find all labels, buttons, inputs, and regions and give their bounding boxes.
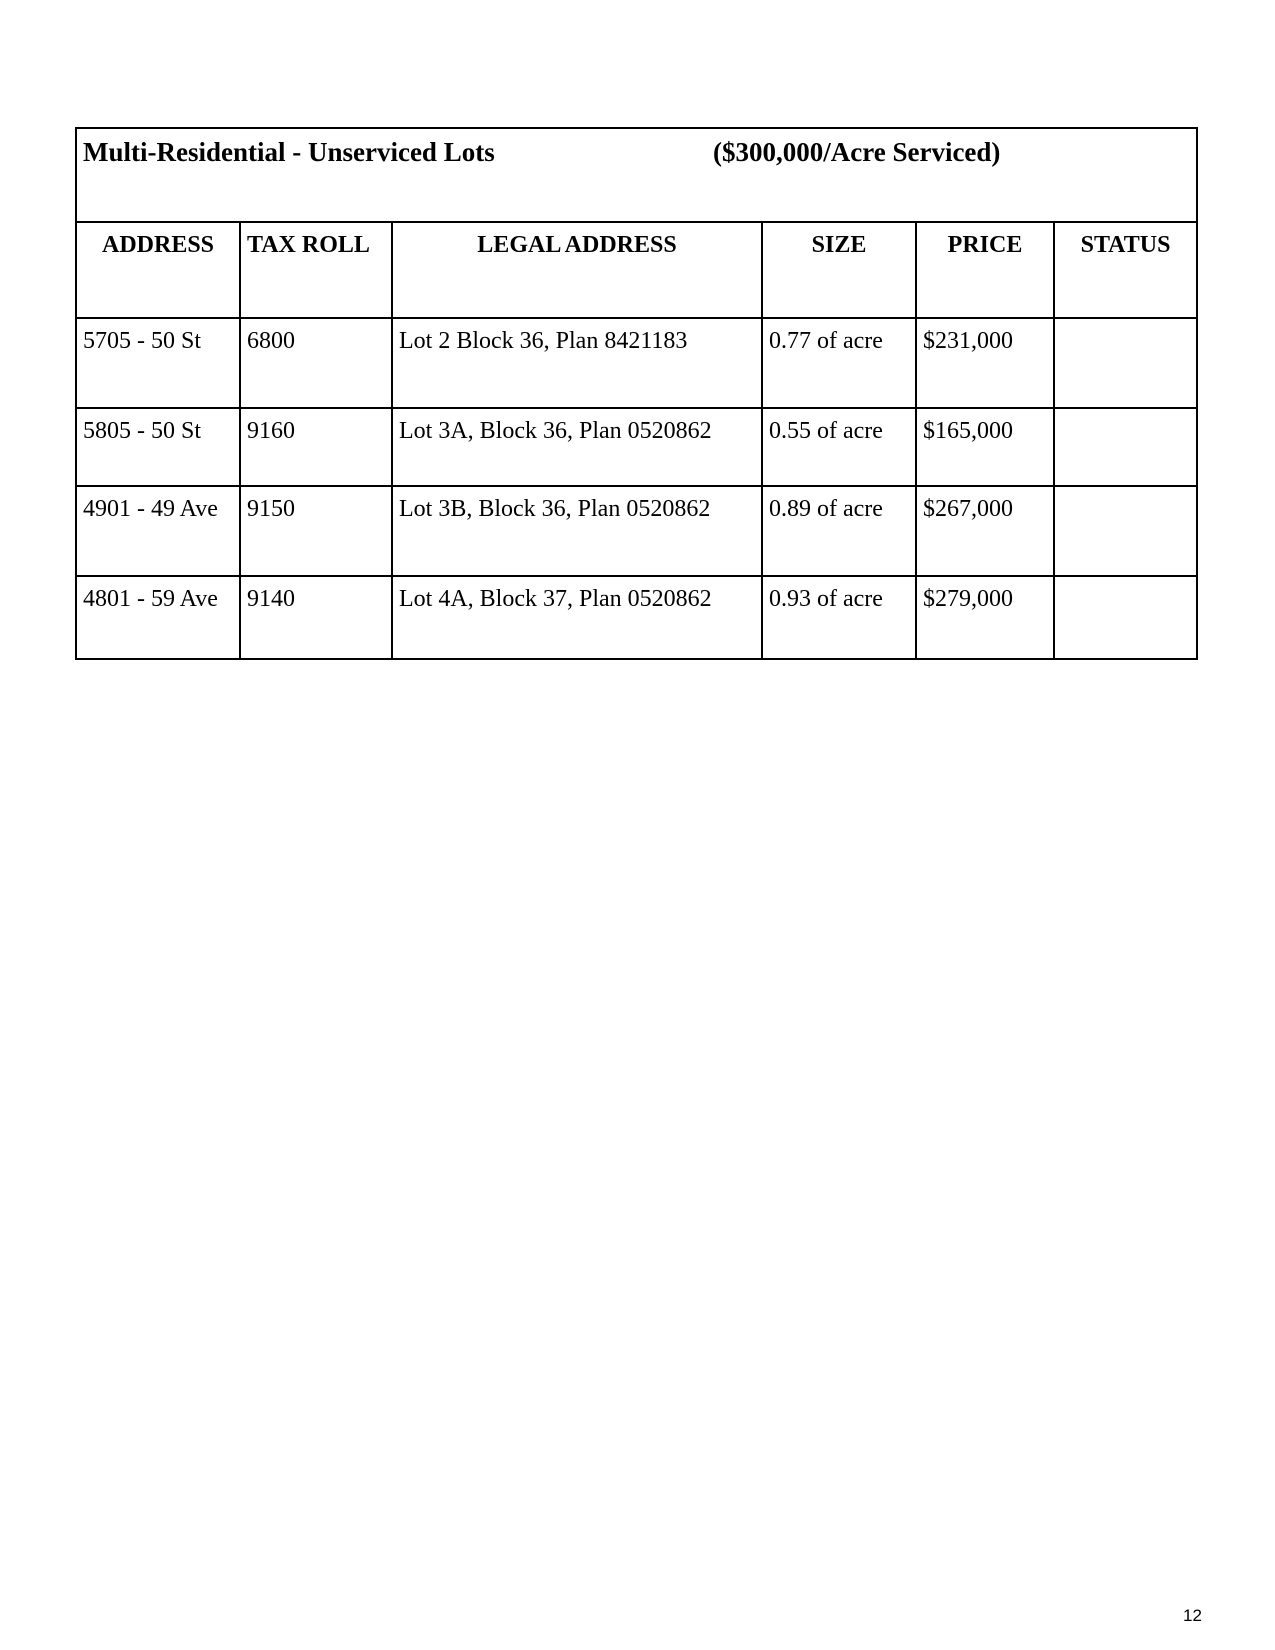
cell-address: 4901 - 49 Ave bbox=[76, 486, 240, 576]
table-subtitle: ($300,000/Acre Serviced) bbox=[713, 137, 1001, 167]
cell-price: $231,000 bbox=[916, 318, 1054, 408]
cell-size: 0.55 of acre bbox=[762, 408, 916, 486]
cell-tax-roll: 6800 bbox=[240, 318, 392, 408]
cell-address: 4801 - 59 Ave bbox=[76, 576, 240, 659]
table-row bbox=[76, 408, 1197, 486]
cell-tax-roll: 9140 bbox=[240, 576, 392, 659]
cell-price: $165,000 bbox=[916, 408, 1054, 486]
cell-legal-address: Lot 3B, Block 36, Plan 0520862 bbox=[392, 486, 762, 576]
cell-size: 0.93 of acre bbox=[762, 576, 916, 659]
header-address: ADDRESS bbox=[76, 222, 240, 318]
header-size: SIZE bbox=[762, 222, 916, 318]
cell-address: 5805 - 50 St bbox=[76, 408, 240, 486]
lots-table bbox=[75, 127, 1198, 660]
table-header-row bbox=[76, 222, 1197, 318]
cell-legal-address: Lot 4A, Block 37, Plan 0520862 bbox=[392, 576, 762, 659]
table-title: Multi-Residential - Unserviced Lots bbox=[83, 137, 495, 167]
header-tax-roll: TAX ROLL bbox=[240, 222, 392, 318]
table-row bbox=[76, 576, 1197, 659]
cell-tax-roll: 9150 bbox=[240, 486, 392, 576]
cell-tax-roll: 9160 bbox=[240, 408, 392, 486]
header-price: PRICE bbox=[916, 222, 1054, 318]
cell-status bbox=[1054, 408, 1197, 486]
table-title-row bbox=[76, 128, 1197, 222]
cell-legal-address: Lot 3A, Block 36, Plan 0520862 bbox=[392, 408, 762, 486]
cell-size: 0.77 of acre bbox=[762, 318, 916, 408]
cell-legal-address: Lot 2 Block 36, Plan 8421183 bbox=[392, 318, 762, 408]
cell-status bbox=[1054, 576, 1197, 659]
header-status: STATUS bbox=[1054, 222, 1197, 318]
cell-price: $267,000 bbox=[916, 486, 1054, 576]
cell-address: 5705 - 50 St bbox=[76, 318, 240, 408]
page-number: 12 bbox=[1183, 1606, 1202, 1625]
table-title-cell bbox=[76, 128, 1197, 222]
cell-price: $279,000 bbox=[916, 576, 1054, 659]
table-row bbox=[76, 486, 1197, 576]
table-row bbox=[76, 318, 1197, 408]
cell-status bbox=[1054, 318, 1197, 408]
header-legal-address: LEGAL ADDRESS bbox=[392, 222, 762, 318]
cell-status bbox=[1054, 486, 1197, 576]
cell-size: 0.89 of acre bbox=[762, 486, 916, 576]
